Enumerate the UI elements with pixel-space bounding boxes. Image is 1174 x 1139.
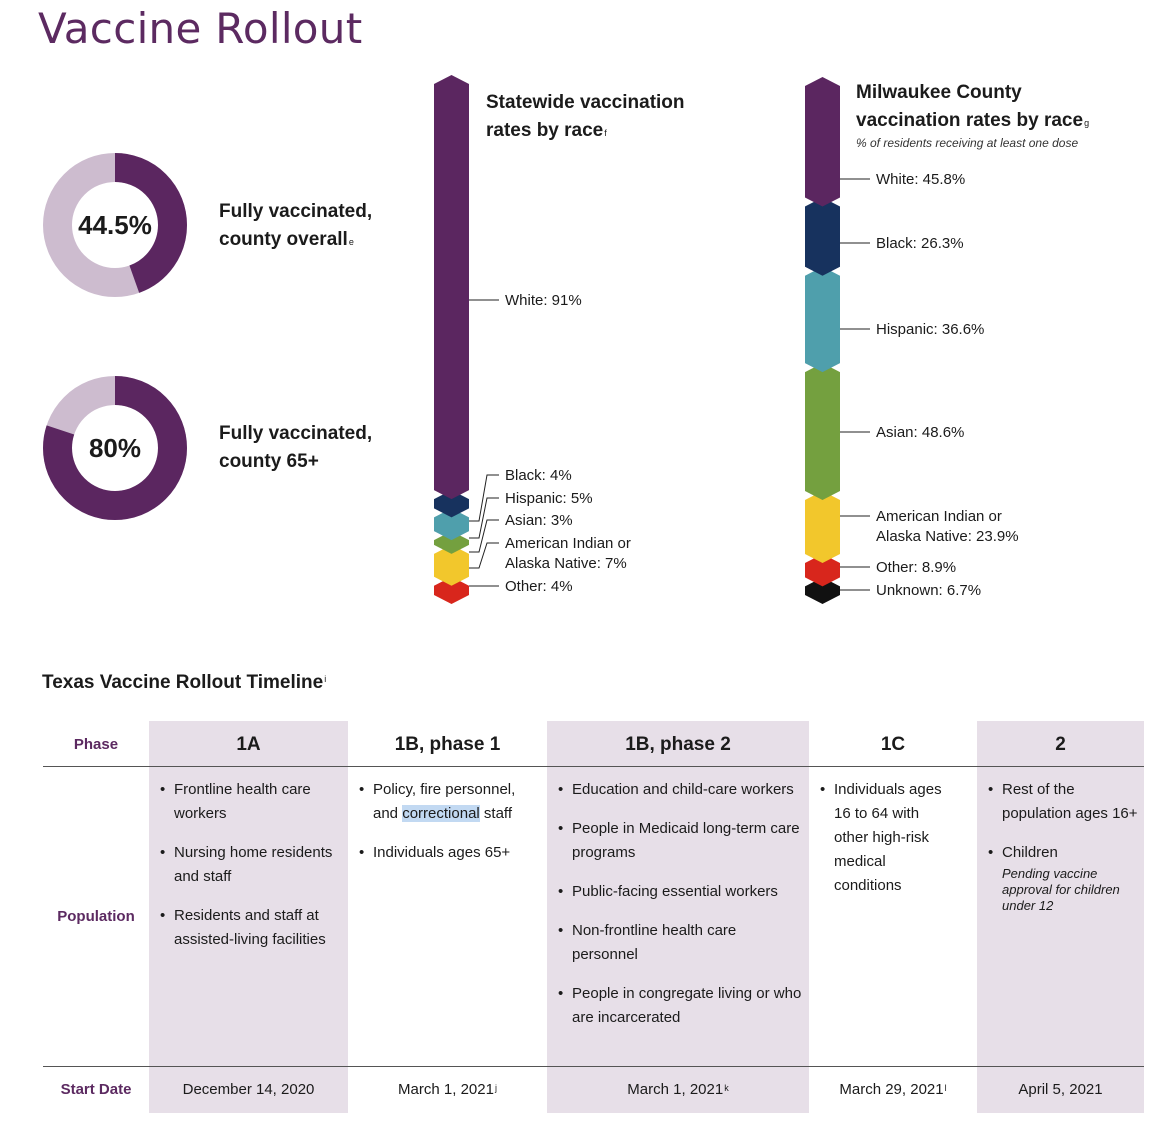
- bar-segment-white: [805, 77, 840, 207]
- milwaukee-chart-subtitle: % of residents receiving at least one dose: [856, 136, 1079, 150]
- segment-label: Hispanic: 5%: [505, 490, 593, 507]
- leader-line: [469, 520, 499, 552]
- population-text: Children: [1002, 844, 1058, 861]
- bar-segment-hispanic: [805, 267, 840, 372]
- population-item: [988, 841, 1140, 914]
- segment-label: American Indian or Alaska Native: 23.9%: [876, 508, 1019, 545]
- donut-label-line2: county 65+: [219, 451, 319, 472]
- footnote-marker: e: [348, 237, 354, 247]
- segment-label: Black: 4%: [505, 467, 572, 484]
- row-header-population: Population: [57, 908, 135, 925]
- population-item: • Residents and staff at assisted-living facilities: [160, 904, 344, 952]
- stacked-bar: [805, 77, 840, 604]
- segment-label: Hispanic: 36.6%: [876, 321, 985, 338]
- phase-header: 2: [1055, 734, 1066, 755]
- population-item: • Non-frontline health care personnel: [558, 919, 804, 967]
- chart-title-line1: Statewide vaccination: [486, 92, 685, 113]
- population-item: • Individuals ages 65+: [359, 841, 543, 865]
- row-header-start-date: Start Date: [60, 1081, 132, 1098]
- chart-title-line1: Milwaukee County: [856, 82, 1022, 103]
- footnote-marker: f: [604, 128, 607, 138]
- donut-value: 80%: [88, 433, 142, 463]
- segment-label: White: 45.8%: [876, 171, 966, 188]
- phase-header: 1C: [880, 734, 906, 755]
- segment-label: Other: 4%: [505, 578, 573, 595]
- chart-title-line2: vaccination rates by race: [856, 110, 1084, 131]
- population-item: • Frontline health care workers: [160, 778, 344, 826]
- table-divider: [43, 1066, 1144, 1067]
- population-cell-1a: [160, 778, 344, 967]
- segment-label: Other: 8.9%: [876, 559, 957, 576]
- start-date-text: April 5, 2021: [1018, 1081, 1103, 1098]
- chart-title-line2: rates by race: [486, 120, 604, 141]
- population-cell-1b-phase2: [558, 778, 804, 1045]
- segment-label: American Indian or Alaska Native: 7%: [505, 535, 631, 572]
- segment-label: Black: 26.3%: [876, 235, 964, 252]
- start-date-text: March 1, 2021: [627, 1081, 724, 1098]
- donut-label-line1: Fully vaccinated,: [219, 201, 373, 222]
- highlighted-text: correctional: [402, 805, 480, 822]
- population-item: • People in Medicaid long-term care programs: [558, 817, 804, 865]
- footnote-marker: i: [324, 674, 327, 684]
- timeline-title: [42, 672, 326, 694]
- page-title: Vaccine Rollout: [38, 4, 363, 53]
- table-divider: [43, 766, 1144, 767]
- phase-header: 1B, phase 2: [625, 734, 731, 755]
- population-note: Pending vaccine approval for children under 12: [1002, 866, 1120, 913]
- population-cell-1b-phase1: [359, 778, 543, 880]
- bar-segment-asian: [805, 363, 840, 500]
- footnote-marker: j: [494, 1083, 497, 1093]
- population-item: • Public-facing essential workers: [558, 880, 804, 904]
- population-item: • Education and child-care workers: [558, 778, 804, 802]
- timeline-title-text: Texas Vaccine Rollout Timeline: [42, 672, 324, 693]
- row-header-phase: Phase: [73, 736, 119, 753]
- phase-header: 1B, phase 1: [394, 734, 501, 755]
- bar-segment-black: [805, 198, 840, 276]
- population-cell-1c: [820, 778, 952, 913]
- phase-header: 1A: [236, 734, 261, 755]
- population-item: • Nursing home residents and staff: [160, 841, 344, 889]
- donut-label-line2: county overall: [219, 229, 348, 250]
- segment-label: Unknown: 6.7%: [876, 582, 982, 599]
- bar-segment-american-indian-or-alaska-native: [805, 491, 840, 563]
- population-text: Policy, fire personnel, and: [373, 781, 516, 822]
- start-date: [547, 1081, 809, 1098]
- bar-segment-white: [434, 75, 469, 499]
- segment-label: White: 91%: [505, 292, 582, 309]
- footnote-marker: l: [944, 1083, 947, 1093]
- leader-line: [469, 543, 499, 568]
- start-date-text: March 1, 2021: [398, 1081, 494, 1098]
- segment-label: Asian: 48.6%: [876, 424, 965, 441]
- footnote-marker: k: [724, 1083, 729, 1093]
- population-item: • People in congregate living or who are incarcerated: [558, 982, 804, 1030]
- start-date-text: December 14, 2020: [182, 1081, 315, 1098]
- stacked-bar: [434, 75, 469, 604]
- population-item: • Rest of the population ages 16+: [988, 778, 1140, 826]
- start-date: [348, 1081, 547, 1098]
- population-cell-2: [988, 778, 1140, 914]
- start-date: [149, 1081, 348, 1098]
- start-date-text: March 29, 2021: [839, 1081, 944, 1098]
- footnote-marker: g: [1084, 118, 1090, 128]
- donut-label-line1: Fully vaccinated,: [219, 423, 373, 444]
- start-date: [809, 1081, 977, 1098]
- population-item: [359, 778, 543, 826]
- donut-value: 44.5%: [78, 210, 152, 240]
- segment-label: Asian: 3%: [505, 512, 573, 529]
- population-item: • Individuals ages 16 to 64 with other high-risk medical conditions: [820, 778, 952, 898]
- population-text: staff: [479, 805, 512, 822]
- start-date: [977, 1081, 1144, 1098]
